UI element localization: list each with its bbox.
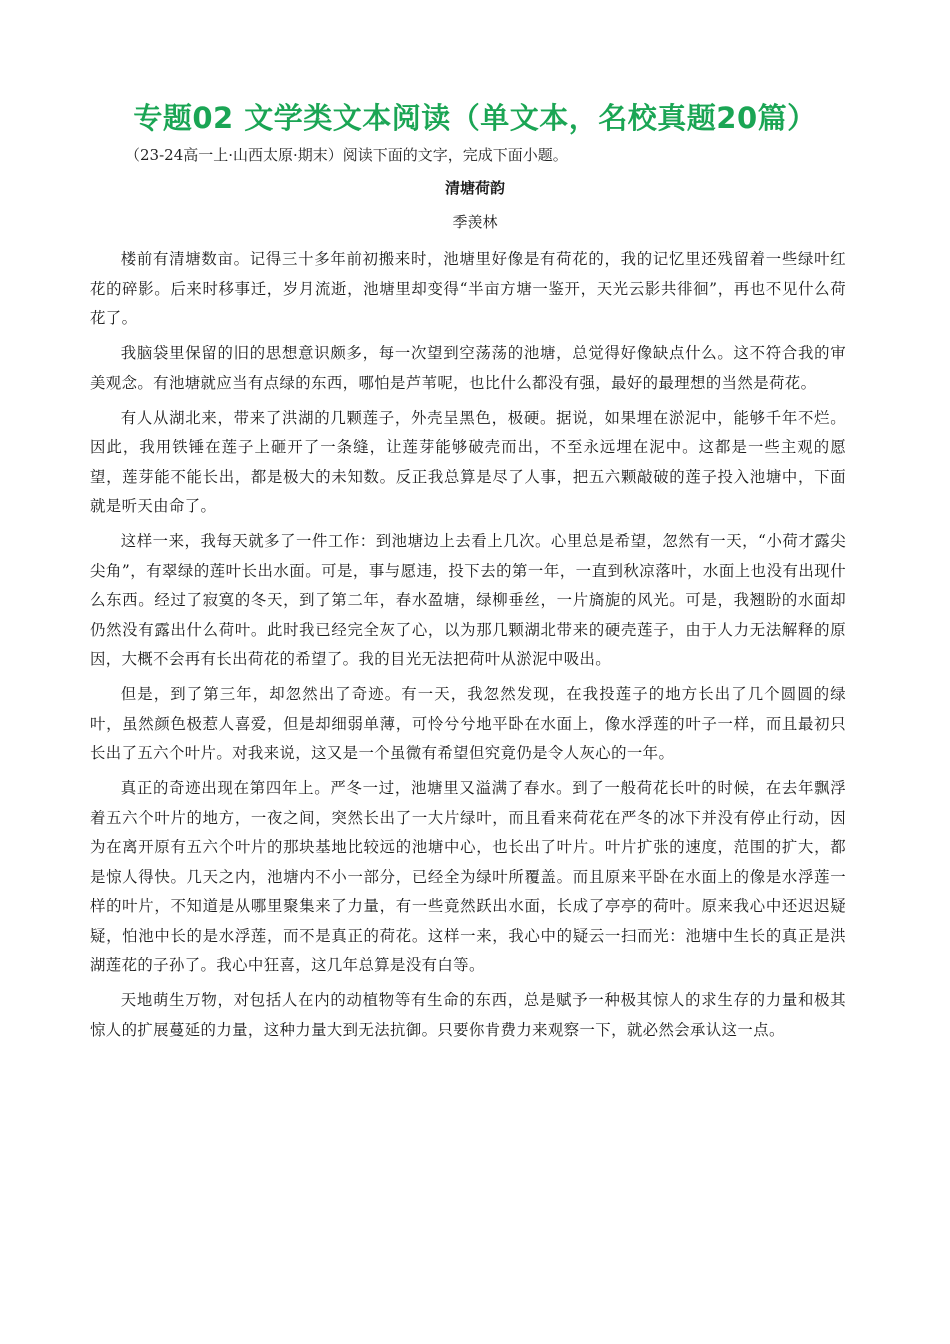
question-source: （23-24高一上·山西太原·期末）阅读下面的文字，完成下面小题。	[125, 146, 568, 164]
document-title: 专题02 文学类文本阅读（单文本，名校真题20篇）	[133, 101, 817, 135]
article-body	[90, 245, 846, 1051]
paragraph: 我脑袋里保留的旧的思想意识颇多，每一次望到空荡荡的池塘，总觉得好像缺点什么。这不符合我的审美观念。有池塘就应当有点绿的东西，哪怕是芦苇呢，也比什么都没有强，最好的最理想的当然是荷花。	[90, 344, 846, 392]
paragraph: 这样一来，我每天就多了一件工作：到池塘边上去看上几次。心里总是希望，忽然有一天，“小荷才露尖尖角”，有翠绿的莲叶长出水面。可是，事与愿违，投下去的第一年，一直到秋凉落叶，水面上也没有出现什么东西。经过了寂寞的冬天，到了第二年，春水盈塘，绿柳垂丝，一片旖旎的风光。可是，我翘盼的水面却仍然没有露出什么荷叶。此时我已经完全灰了心，以为那几颗湖北带来的硬壳莲子，由于人力无法解释的原因，大概不会再有长出荷花的希望了。我的目光无法把荷叶从淤泥中吸出。	[90, 532, 846, 668]
article-title: 清塘荷韵	[444, 179, 505, 197]
article-author: 季羡林	[452, 213, 498, 231]
paragraph: 但是，到了第三年，却忽然出了奇迹。有一天，我忽然发现，在我投莲子的地方长出了几个圆圆的绿叶，虽然颜色极惹人喜爱，但是却细弱单薄，可怜兮兮地平卧在水面上，像水浮莲的叶子一样，而且最初只长出了五六个叶片。对我来说，这又是一个虽微有希望但究竟仍是令人灰心的一年。	[90, 685, 846, 762]
paragraph: 楼前有清塘数亩。记得三十多年前初搬来时，池塘里好像是有荷花的，我的记忆里还残留着一些绿叶红花的碎影。后来时移事迁，岁月流逝，池塘里却变得“半亩方塘一鉴开，天光云影共徘徊”，再也不见什么荷花了。	[90, 250, 846, 327]
paragraph: 有人从湖北来，带来了洪湖的几颗莲子，外壳呈黑色，极硬。据说，如果埋在淤泥中，能够千年不烂。因此，我用铁锤在莲子上砸开了一条缝，让莲芽能够破壳而出，不至永远埋在泥中。这都是一些主观的愿望，莲芽能不能长出，都是极大的未知数。反正我总算是尽了人事，把五六颗敲破的莲子投入池塘中，下面就是听天由命了。	[90, 408, 846, 515]
paragraph: 真正的奇迹出现在第四年上。严冬一过，池塘里又溢满了春水。到了一般荷花长叶的时候，在去年飘浮着五六个叶片的地方，一夜之间，突然长出了一大片绿叶，而且看来荷花在严冬的冰下并没有停止行动，因为在离开原有五六个叶片的那块基地比较远的池塘中心，也长出了叶片。叶片扩张的速度，范围的扩大，都是惊人得快。几天之内，池塘内不小一部分，已经全为绿叶所覆盖。而且原来平卧在水面上的像是水浮莲一样的叶片，不知道是从哪里聚集来了力量，有一些竟然跃出水面，长成了亭亭的荷叶。原来我心中还迟迟疑疑，怕池中长的是水浮莲，而不是真正的荷花。这样一来，我心中的疑云一扫而光：池塘中生长的真正是洪湖莲花的子孙了。我心中狂喜，这几年总算是没有白等。	[90, 779, 846, 974]
paragraph: 天地萌生万物，对包括人在内的动植物等有生命的东西，总是赋予一种极其惊人的求生存的力量和极其惊人的扩展蔓延的力量，这种力量大到无法抗御。只要你肯费力来观察一下，就必然会承认这一点。	[90, 991, 846, 1039]
